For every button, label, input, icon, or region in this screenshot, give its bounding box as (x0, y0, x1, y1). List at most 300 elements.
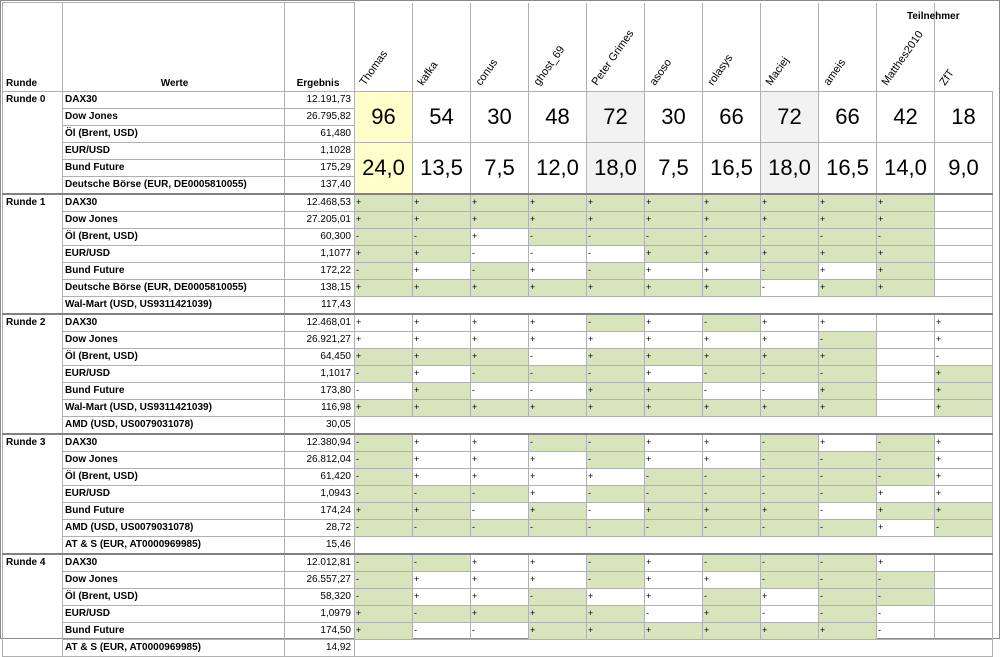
tip-cell[interactable]: + (877, 211, 935, 228)
tip-cell[interactable] (877, 348, 935, 365)
wert-name[interactable]: Dow Jones (63, 331, 285, 348)
tip-cell[interactable]: - (355, 365, 413, 382)
participant-header[interactable] (819, 3, 877, 92)
tip-cell[interactable]: + (529, 554, 587, 572)
score-cell[interactable]: 96 (355, 91, 413, 142)
tip-cell[interactable]: + (471, 554, 529, 572)
tip-cell[interactable]: + (935, 331, 993, 348)
tip-cell[interactable] (935, 228, 993, 245)
wert-name[interactable]: AT & S (EUR, AT0000969985) (63, 536, 285, 554)
tip-cell[interactable]: + (703, 245, 761, 262)
tip-cell[interactable]: - (819, 451, 877, 468)
tip-cell[interactable]: + (471, 314, 529, 332)
tip-cell[interactable]: + (819, 314, 877, 332)
tip-cell[interactable]: + (471, 399, 529, 416)
tip-cell[interactable]: - (645, 485, 703, 502)
tip-cell[interactable]: + (529, 502, 587, 519)
wert-name[interactable]: EUR/USD (63, 485, 285, 502)
wert-name[interactable]: DAX30 (63, 194, 285, 212)
round-label[interactable]: Runde 0 (3, 91, 63, 194)
tip-cell[interactable]: + (819, 279, 877, 296)
tip-cell[interactable] (935, 605, 993, 622)
tip-cell[interactable]: + (703, 279, 761, 296)
header-werte[interactable]: Werte (63, 3, 285, 92)
tip-cell[interactable]: + (645, 434, 703, 452)
tip-cell[interactable]: + (529, 468, 587, 485)
tip-cell[interactable]: + (645, 554, 703, 572)
empty-cell[interactable] (355, 416, 993, 434)
ergebnis-value[interactable]: 12.468,53 (285, 194, 355, 212)
tip-cell[interactable]: + (703, 348, 761, 365)
round-label[interactable]: Runde 1 (3, 194, 63, 314)
participant-header[interactable] (587, 3, 645, 92)
tip-cell[interactable]: + (645, 245, 703, 262)
ergebnis-value[interactable]: 1,1077 (285, 245, 355, 262)
tip-cell[interactable]: + (935, 314, 993, 332)
tip-cell[interactable]: + (645, 279, 703, 296)
tip-cell[interactable]: + (355, 399, 413, 416)
wert-name[interactable]: AMD (USD, US0079031078) (63, 519, 285, 536)
tip-cell[interactable]: + (703, 605, 761, 622)
tip-cell[interactable]: - (413, 485, 471, 502)
tip-cell[interactable]: - (645, 519, 703, 536)
tip-cell[interactable]: - (587, 365, 645, 382)
tip-cell[interactable]: - (819, 502, 877, 519)
tip-cell[interactable]: + (877, 519, 935, 536)
tip-cell[interactable]: + (413, 194, 471, 212)
tip-cell[interactable]: - (761, 365, 819, 382)
tip-cell[interactable]: - (877, 622, 935, 639)
tip-cell[interactable]: + (529, 262, 587, 279)
empty-cell[interactable] (355, 296, 993, 314)
tip-cell[interactable]: + (355, 211, 413, 228)
tip-cell[interactable]: + (645, 365, 703, 382)
tip-cell[interactable]: - (935, 348, 993, 365)
wert-name[interactable]: Öl (Brent, USD) (63, 228, 285, 245)
ergebnis-value[interactable]: 12.468,01 (285, 314, 355, 332)
tip-cell[interactable]: - (877, 451, 935, 468)
wert-name[interactable]: Bund Future (63, 622, 285, 639)
tip-cell[interactable]: + (587, 194, 645, 212)
tip-cell[interactable]: - (355, 228, 413, 245)
tip-cell[interactable]: + (703, 571, 761, 588)
ergebnis-value[interactable]: 1,1017 (285, 365, 355, 382)
tip-cell[interactable]: + (529, 211, 587, 228)
tip-cell[interactable]: + (471, 194, 529, 212)
tip-cell[interactable] (935, 194, 993, 212)
tip-cell[interactable]: + (471, 588, 529, 605)
ergebnis-value[interactable]: 26.812,04 (285, 451, 355, 468)
tip-cell[interactable]: + (413, 571, 471, 588)
tip-cell[interactable]: - (587, 228, 645, 245)
header-ergebnis[interactable]: Ergebnis (285, 3, 355, 92)
tip-cell[interactable]: + (877, 245, 935, 262)
participant-header[interactable] (761, 3, 819, 92)
tip-cell[interactable]: - (471, 485, 529, 502)
points-cell[interactable]: 14,0 (877, 142, 935, 194)
tip-cell[interactable]: + (413, 451, 471, 468)
tip-cell[interactable]: - (355, 571, 413, 588)
tip-cell[interactable]: - (819, 228, 877, 245)
tip-cell[interactable]: + (587, 279, 645, 296)
tip-cell[interactable]: + (761, 331, 819, 348)
tip-cell[interactable]: + (935, 365, 993, 382)
score-cell[interactable]: 54 (413, 91, 471, 142)
ergebnis-value[interactable]: 116,98 (285, 399, 355, 416)
tip-cell[interactable]: - (529, 245, 587, 262)
tip-cell[interactable]: + (587, 605, 645, 622)
tip-cell[interactable]: + (645, 502, 703, 519)
tip-cell[interactable]: - (819, 331, 877, 348)
tip-cell[interactable]: - (761, 605, 819, 622)
points-cell[interactable]: 16,5 (819, 142, 877, 194)
points-cell[interactable]: 12,0 (529, 142, 587, 194)
wert-name[interactable]: Deutsche Börse (EUR, DE0005810055) (63, 279, 285, 296)
tip-cell[interactable]: + (355, 245, 413, 262)
tip-cell[interactable]: + (645, 571, 703, 588)
tip-cell[interactable]: - (703, 519, 761, 536)
tip-cell[interactable]: + (761, 211, 819, 228)
tip-cell[interactable]: - (819, 571, 877, 588)
tip-cell[interactable]: - (761, 451, 819, 468)
tip-cell[interactable]: + (761, 245, 819, 262)
tip-cell[interactable]: + (413, 382, 471, 399)
tip-cell[interactable]: + (877, 554, 935, 572)
tip-cell[interactable]: - (529, 434, 587, 452)
participant-header[interactable] (645, 3, 703, 92)
tip-cell[interactable]: + (819, 399, 877, 416)
participant-header[interactable] (529, 3, 587, 92)
tip-cell[interactable]: + (587, 622, 645, 639)
tip-cell[interactable]: + (471, 228, 529, 245)
tip-cell[interactable]: + (529, 605, 587, 622)
tip-cell[interactable]: + (413, 348, 471, 365)
tip-cell[interactable]: - (471, 245, 529, 262)
tip-cell[interactable]: + (529, 314, 587, 332)
tip-cell[interactable]: + (877, 194, 935, 212)
tip-cell[interactable]: - (413, 554, 471, 572)
tip-cell[interactable]: - (355, 262, 413, 279)
tip-cell[interactable]: - (761, 468, 819, 485)
tip-cell[interactable]: + (877, 279, 935, 296)
tip-cell[interactable]: - (587, 554, 645, 572)
tip-cell[interactable]: + (587, 348, 645, 365)
wert-name[interactable]: Wal-Mart (USD, US9311421039) (63, 296, 285, 314)
tip-cell[interactable]: - (471, 365, 529, 382)
tip-cell[interactable] (935, 211, 993, 228)
points-cell[interactable]: 7,5 (645, 142, 703, 194)
tip-cell[interactable]: - (355, 382, 413, 399)
tip-cell[interactable]: + (529, 399, 587, 416)
tip-cell[interactable]: + (413, 399, 471, 416)
tip-cell[interactable]: - (355, 485, 413, 502)
tip-cell[interactable]: + (529, 622, 587, 639)
tip-cell[interactable]: - (413, 622, 471, 639)
participant-header[interactable] (413, 3, 471, 92)
tip-cell[interactable]: + (761, 588, 819, 605)
tip-cell[interactable]: + (413, 279, 471, 296)
wert-name[interactable]: DAX30 (63, 554, 285, 572)
tip-cell[interactable]: + (935, 468, 993, 485)
tip-cell[interactable]: - (703, 588, 761, 605)
tip-cell[interactable]: + (587, 331, 645, 348)
tip-cell[interactable]: + (935, 434, 993, 452)
ergebnis-value[interactable]: 172,22 (285, 262, 355, 279)
tip-cell[interactable] (877, 399, 935, 416)
points-cell[interactable]: 24,0 (355, 142, 413, 194)
tip-cell[interactable]: - (471, 382, 529, 399)
tip-cell[interactable]: - (355, 554, 413, 572)
points-cell[interactable]: 9,0 (935, 142, 993, 194)
ergebnis-value[interactable]: 26.921,27 (285, 331, 355, 348)
tip-cell[interactable]: - (761, 571, 819, 588)
tip-cell[interactable]: + (877, 502, 935, 519)
tip-cell[interactable]: + (413, 331, 471, 348)
tip-cell[interactable]: + (355, 348, 413, 365)
tip-cell[interactable]: - (761, 554, 819, 572)
tip-cell[interactable]: - (761, 279, 819, 296)
ergebnis-value[interactable]: 137,40 (285, 176, 355, 194)
wert-name[interactable]: Wal-Mart (USD, US9311421039) (63, 399, 285, 416)
tip-cell[interactable]: - (587, 434, 645, 452)
tip-cell[interactable]: + (819, 194, 877, 212)
ergebnis-value[interactable]: 12.012,81 (285, 554, 355, 572)
tip-cell[interactable]: + (529, 571, 587, 588)
tip-cell[interactable]: - (761, 262, 819, 279)
wert-name[interactable]: Bund Future (63, 159, 285, 176)
score-cell[interactable]: 18 (935, 91, 993, 142)
wert-name[interactable]: Dow Jones (63, 571, 285, 588)
tip-cell[interactable]: + (703, 331, 761, 348)
tip-cell[interactable]: + (529, 485, 587, 502)
tip-cell[interactable]: + (355, 502, 413, 519)
wert-name[interactable]: Öl (Brent, USD) (63, 125, 285, 142)
wert-name[interactable]: Öl (Brent, USD) (63, 348, 285, 365)
tip-cell[interactable]: + (703, 434, 761, 452)
tip-cell[interactable]: - (703, 468, 761, 485)
tip-cell[interactable]: + (935, 502, 993, 519)
ergebnis-value[interactable]: 173,80 (285, 382, 355, 399)
tip-cell[interactable]: - (761, 434, 819, 452)
ergebnis-value[interactable]: 12.380,94 (285, 434, 355, 452)
tip-cell[interactable]: - (587, 314, 645, 332)
tip-cell[interactable]: - (645, 228, 703, 245)
tip-cell[interactable] (935, 554, 993, 572)
tip-cell[interactable]: + (413, 262, 471, 279)
participant-header[interactable] (471, 3, 529, 92)
ergebnis-value[interactable]: 27.205,01 (285, 211, 355, 228)
wert-name[interactable]: Öl (Brent, USD) (63, 588, 285, 605)
tip-cell[interactable]: + (761, 622, 819, 639)
tip-cell[interactable]: + (645, 382, 703, 399)
tip-cell[interactable]: + (935, 485, 993, 502)
tip-cell[interactable]: - (587, 262, 645, 279)
tip-cell[interactable]: - (529, 588, 587, 605)
tip-cell[interactable]: - (761, 382, 819, 399)
tip-cell[interactable]: + (529, 194, 587, 212)
tip-cell[interactable]: - (935, 519, 993, 536)
tip-cell[interactable]: + (529, 451, 587, 468)
tip-cell[interactable]: + (935, 451, 993, 468)
tip-cell[interactable]: + (355, 194, 413, 212)
tip-cell[interactable]: - (819, 605, 877, 622)
tip-cell[interactable]: - (529, 228, 587, 245)
tip-cell[interactable]: - (355, 451, 413, 468)
tip-cell[interactable]: + (355, 622, 413, 639)
tip-cell[interactable]: - (703, 485, 761, 502)
tip-cell[interactable]: + (587, 211, 645, 228)
tip-cell[interactable]: - (645, 605, 703, 622)
ergebnis-value[interactable]: 14,92 (285, 639, 355, 656)
ergebnis-value[interactable]: 60,300 (285, 228, 355, 245)
tip-cell[interactable] (935, 588, 993, 605)
participant-header[interactable] (355, 3, 413, 92)
tip-cell[interactable] (877, 331, 935, 348)
empty-cell[interactable] (355, 536, 993, 554)
tip-cell[interactable]: - (703, 228, 761, 245)
ergebnis-value[interactable]: 175,29 (285, 159, 355, 176)
tip-cell[interactable]: - (587, 451, 645, 468)
wert-name[interactable]: EUR/USD (63, 605, 285, 622)
score-cell[interactable]: 66 (703, 91, 761, 142)
wert-name[interactable]: Öl (Brent, USD) (63, 468, 285, 485)
wert-name[interactable]: DAX30 (63, 434, 285, 452)
ergebnis-value[interactable]: 174,50 (285, 622, 355, 639)
ergebnis-value[interactable]: 28,72 (285, 519, 355, 536)
ergebnis-value[interactable]: 58,320 (285, 588, 355, 605)
tip-cell[interactable]: + (413, 502, 471, 519)
tip-cell[interactable]: - (877, 588, 935, 605)
tip-cell[interactable]: + (587, 382, 645, 399)
tip-cell[interactable]: + (761, 194, 819, 212)
ergebnis-value[interactable]: 30,05 (285, 416, 355, 434)
tip-cell[interactable]: + (645, 331, 703, 348)
score-cell[interactable]: 72 (761, 91, 819, 142)
tip-cell[interactable]: - (587, 502, 645, 519)
tip-cell[interactable]: + (645, 399, 703, 416)
ergebnis-value[interactable]: 64,450 (285, 348, 355, 365)
tip-cell[interactable]: - (413, 605, 471, 622)
tip-cell[interactable]: - (471, 519, 529, 536)
tip-cell[interactable]: + (819, 211, 877, 228)
tip-cell[interactable]: - (355, 588, 413, 605)
tip-cell[interactable]: - (819, 365, 877, 382)
tip-cell[interactable]: - (703, 382, 761, 399)
tip-cell[interactable]: - (587, 571, 645, 588)
ergebnis-value[interactable]: 26.795,82 (285, 108, 355, 125)
tip-cell[interactable]: + (819, 262, 877, 279)
tip-cell[interactable]: + (413, 468, 471, 485)
tip-cell[interactable]: + (587, 468, 645, 485)
tip-cell[interactable]: + (819, 245, 877, 262)
points-cell[interactable]: 18,0 (761, 142, 819, 194)
tip-cell[interactable]: - (529, 365, 587, 382)
tip-cell[interactable]: + (355, 331, 413, 348)
wert-name[interactable]: EUR/USD (63, 142, 285, 159)
tip-cell[interactable]: + (819, 622, 877, 639)
tip-cell[interactable]: - (645, 468, 703, 485)
tip-cell[interactable]: + (819, 382, 877, 399)
tip-cell[interactable]: + (587, 399, 645, 416)
tip-cell[interactable]: + (877, 262, 935, 279)
wert-name[interactable]: Bund Future (63, 382, 285, 399)
tip-cell[interactable]: + (761, 314, 819, 332)
points-cell[interactable]: 18,0 (587, 142, 645, 194)
tip-cell[interactable]: + (703, 502, 761, 519)
round-label[interactable]: Runde 3 (3, 434, 63, 554)
header-runde[interactable]: Runde (3, 3, 63, 92)
ergebnis-value[interactable]: 138,15 (285, 279, 355, 296)
round-label[interactable]: Runde 2 (3, 314, 63, 434)
tip-cell[interactable]: + (761, 502, 819, 519)
tip-cell[interactable]: + (703, 399, 761, 416)
tip-cell[interactable] (935, 622, 993, 639)
round-label[interactable]: Runde 4 (3, 554, 63, 657)
tip-cell[interactable]: + (471, 468, 529, 485)
tip-cell[interactable]: - (703, 314, 761, 332)
tip-cell[interactable]: - (703, 554, 761, 572)
tip-cell[interactable]: - (761, 485, 819, 502)
tip-cell[interactable]: + (645, 262, 703, 279)
wert-name[interactable]: Dow Jones (63, 451, 285, 468)
participant-header[interactable] (935, 3, 993, 92)
tip-cell[interactable] (935, 279, 993, 296)
tip-cell[interactable]: + (645, 451, 703, 468)
tip-cell[interactable]: + (413, 314, 471, 332)
ergebnis-value[interactable]: 12.191,73 (285, 91, 355, 108)
tip-cell[interactable]: + (703, 622, 761, 639)
tip-cell[interactable]: - (761, 519, 819, 536)
score-cell[interactable]: 48 (529, 91, 587, 142)
tip-cell[interactable]: + (471, 279, 529, 296)
tip-cell[interactable]: + (877, 485, 935, 502)
points-cell[interactable]: 7,5 (471, 142, 529, 194)
tip-cell[interactable]: + (645, 194, 703, 212)
tip-cell[interactable]: + (413, 211, 471, 228)
tip-cell[interactable]: - (877, 571, 935, 588)
tip-cell[interactable]: - (355, 434, 413, 452)
empty-cell[interactable] (355, 639, 993, 656)
tip-cell[interactable]: + (761, 399, 819, 416)
score-cell[interactable]: 72 (587, 91, 645, 142)
tip-cell[interactable]: - (529, 519, 587, 536)
tip-cell[interactable]: - (877, 434, 935, 452)
tip-cell[interactable] (935, 571, 993, 588)
tip-cell[interactable]: + (471, 434, 529, 452)
ergebnis-value[interactable]: 1,1028 (285, 142, 355, 159)
tip-cell[interactable]: + (355, 314, 413, 332)
tip-cell[interactable]: + (355, 279, 413, 296)
score-cell[interactable]: 42 (877, 91, 935, 142)
tip-cell[interactable]: + (471, 348, 529, 365)
wert-name[interactable]: EUR/USD (63, 245, 285, 262)
tip-cell[interactable]: - (587, 519, 645, 536)
tip-cell[interactable]: - (587, 245, 645, 262)
tip-cell[interactable]: + (413, 588, 471, 605)
tip-cell[interactable]: + (529, 331, 587, 348)
tip-cell[interactable]: + (413, 245, 471, 262)
tip-cell[interactable]: - (819, 588, 877, 605)
ergebnis-value[interactable]: 117,43 (285, 296, 355, 314)
wert-name[interactable]: AT & S (EUR, AT0000969985) (63, 639, 285, 656)
ergebnis-value[interactable]: 61,480 (285, 125, 355, 142)
tip-cell[interactable]: + (471, 451, 529, 468)
tip-cell[interactable]: - (529, 382, 587, 399)
score-cell[interactable]: 66 (819, 91, 877, 142)
tip-cell[interactable]: + (587, 588, 645, 605)
ergebnis-value[interactable]: 26.557,27 (285, 571, 355, 588)
wert-name[interactable]: Bund Future (63, 502, 285, 519)
